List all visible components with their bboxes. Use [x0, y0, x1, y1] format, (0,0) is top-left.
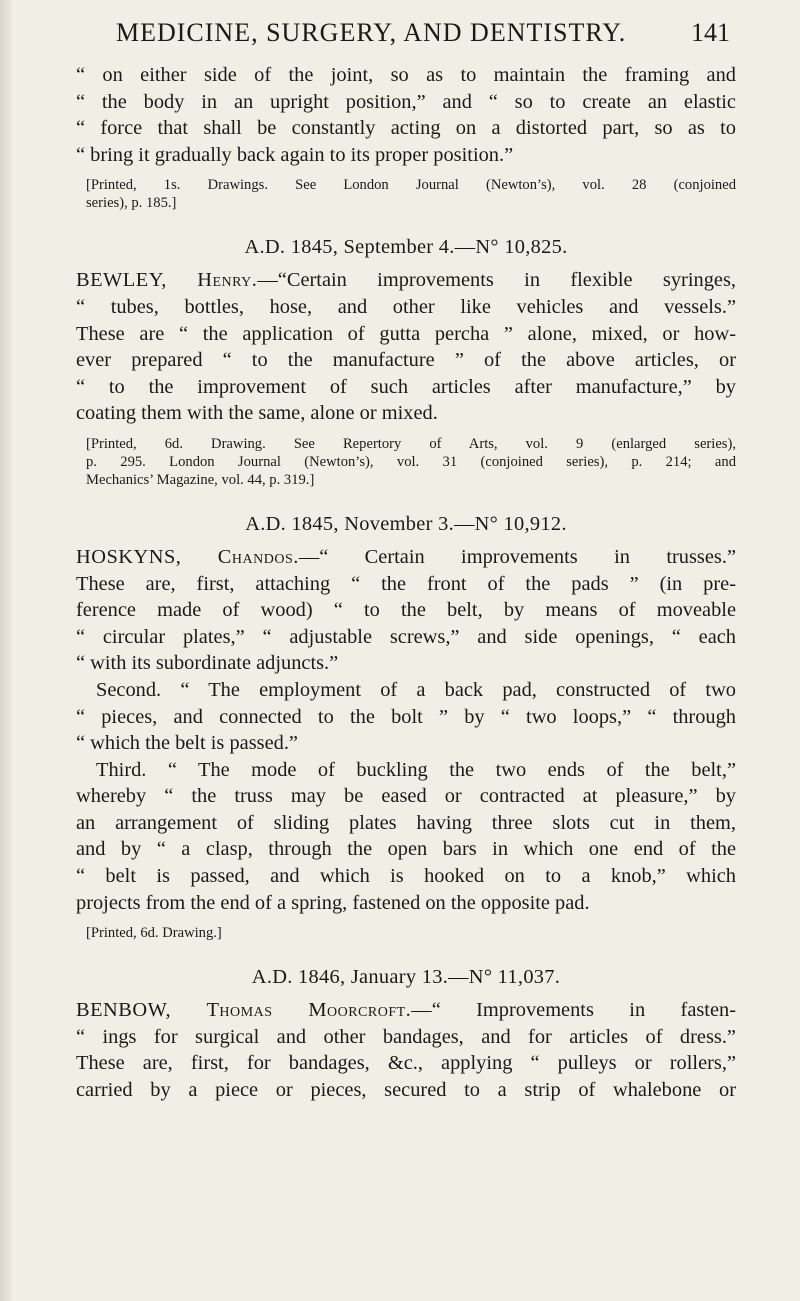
note-line: p. 295. London Journal (Newton’s), vol. 31 (conjoined series), p. 214; and [86, 453, 736, 470]
patentee-surname: BENBOW, [76, 999, 172, 1022]
entry-heading: A.D. 1845, November 3.—N° 10,912. [245, 512, 567, 535]
text-line: whereby “ the truss may be eased or contracted at pleasure,” by [76, 785, 736, 808]
text-line: ever prepared “ to the manufacture ” of the above articles, or [76, 349, 736, 372]
text-line: “ tubes, bottles, hose, and other like vehicles and vessels.” [76, 295, 736, 318]
entry-heading: A.D. 1846, January 13.—N° 11,037. [251, 966, 561, 989]
text-line: carried by a piece or pieces, secured to a strip of whalebone or [76, 1079, 736, 1102]
text-line: “ belt is passed, and which is hooked on to a knob,” which [76, 865, 736, 888]
running-head-title: MEDICINE, SURGERY, AND DENTISTRY. [116, 18, 627, 47]
text-line: “ to the improvement of such articles after manufacture,” by [76, 375, 736, 398]
text-line: These are, first, for bandages, &c., applying “ pulleys or rollers,” [76, 1052, 736, 1075]
text-line: projects from the end of a spring, fastened on the opposite pad. [76, 891, 590, 914]
text-line [76, 544, 736, 571]
text-line: These are, first, attaching “ the front of the pads ” (in pre- [76, 572, 736, 595]
patentee-surname: HOSKYNS, [76, 545, 182, 568]
text-line: coating them with the same, alone or mixed. [76, 402, 438, 425]
page-body [76, 62, 736, 1104]
text-line: an arrangement of sliding plates having three slots cut in them, [76, 811, 736, 834]
entry-paragraph [76, 544, 736, 916]
entry-note [76, 435, 736, 489]
entry-paragraph [76, 997, 736, 1103]
text-line: “ with its subordinate adjuncts.” [76, 652, 339, 675]
entry-note [76, 924, 736, 942]
text-line: and by “ a clasp, through the open bars in which one end of the [76, 838, 736, 861]
text-fragment: —“Certain improvements in flexible syringes, [257, 269, 736, 292]
note-line: [Printed, 6d. Drawing.] [86, 925, 222, 942]
text-line [76, 267, 736, 294]
patentee-given-name: Thomas Moorcroft. [206, 999, 412, 1022]
note-line: [Printed, 6d. Drawing. See Repertory of Arts, vol. 9 (enlarged series), [86, 435, 736, 452]
note-line: series), p. 185.] [86, 195, 177, 212]
opening-paragraph [76, 62, 736, 168]
note-line: Mechanics’ Magazine, vol. 44, p. 319.] [86, 471, 315, 488]
text-line [76, 997, 736, 1024]
patentee-given-name: Chandos. [217, 545, 299, 568]
text-line: “ ings for surgical and other bandages, and for articles of dress.” [76, 1025, 736, 1048]
patentee-surname: BEWLEY, [76, 269, 167, 292]
entry-paragraph [76, 267, 736, 427]
running-head [78, 14, 730, 48]
text-line: ference made of wood) “ to the belt, by means of moveable [76, 599, 736, 622]
entry-heading: A.D. 1845, September 4.—N° 10,825. [244, 236, 568, 259]
text-fragment: —“ Improvements in fasten- [411, 999, 737, 1022]
note-line: [Printed, 1s. Drawings. See London Journal (Newton’s), vol. 28 (conjoined [86, 177, 736, 194]
text-line: “ which the belt is passed.” [76, 732, 298, 755]
text-line: “ the body in an upright position,” and “ so to create an elastic [76, 90, 736, 113]
page-number: 141 [691, 18, 730, 47]
patentee-given-name: Henry. [197, 269, 258, 292]
text-line: “ pieces, and connected to the bolt ” by “ two loops,” “ through [76, 705, 736, 728]
text-line: “ on either side of the joint, so as to maintain the framing and [76, 64, 736, 86]
text-line: Third. “ The mode of buckling the two ends of the belt,” [96, 758, 736, 781]
text-line: “ bring it gradually back again to its proper position.” [76, 143, 514, 166]
text-line: Second. “ The employment of a back pad, constructed of two [96, 678, 736, 701]
page-binding-edge [0, 0, 12, 1301]
text-fragment: —“ Certain improvements in trusses.” [298, 545, 736, 568]
opening-note [76, 176, 736, 212]
text-line: These are “ the application of gutta percha ” alone, mixed, or how- [76, 322, 736, 345]
text-line: “ circular plates,” “ adjustable screws,” and side openings, “ each [76, 625, 736, 648]
text-line: “ force that shall be constantly acting on a distorted part, so as to [76, 117, 736, 140]
